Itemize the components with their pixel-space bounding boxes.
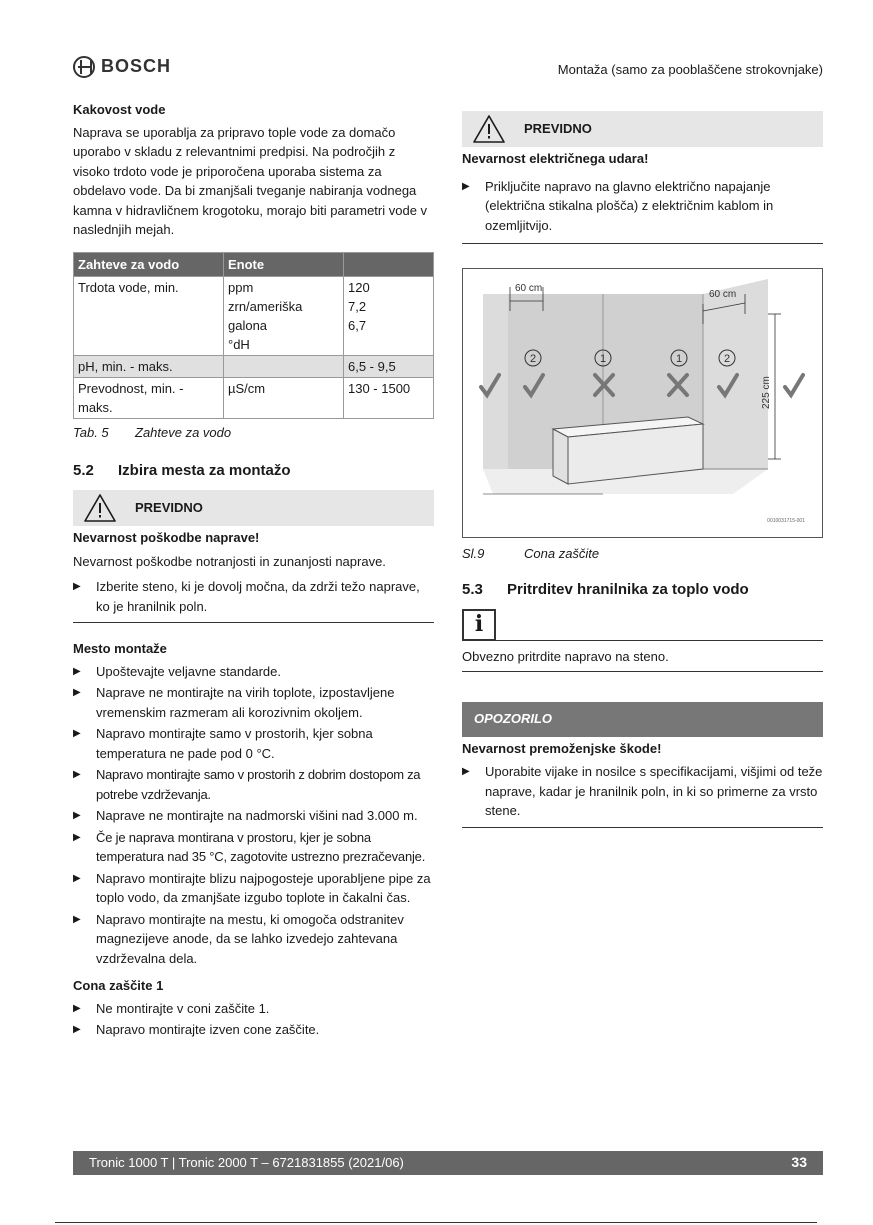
bullet-arrow-icon: ▶ bbox=[73, 913, 81, 925]
table-cell: 6,5 - 9,5 bbox=[344, 356, 434, 378]
page-number: 33 bbox=[791, 1154, 807, 1171]
notice-box bbox=[462, 702, 823, 737]
table-header-cell: Enote bbox=[224, 252, 344, 277]
mounting-place-heading: Mesto montaže bbox=[73, 641, 167, 656]
table-header-row bbox=[74, 252, 434, 277]
zone-2-label-right: 2 bbox=[723, 353, 731, 365]
water-quality-text: Naprava se uporablja za pripravo tople vode za domačo uporabo v skladu z relevantnimi predpisi. Na področjih z visoko trdoto vode je priporočena uporaba sistema za obdelavo vode. Da bi zmanjšali tveganje nabiranja vodnega kamna v hidravličnem krogotoku, morajo biti parametri vode v naslednjih mejah. bbox=[73, 124, 428, 237]
allowed-check-icon bbox=[785, 375, 803, 395]
section-title: Pritrditev hranilnika za toplo vodo bbox=[507, 580, 749, 598]
mounting-place-list bbox=[73, 662, 434, 969]
list-item-text: Napravo montirajte blizu najpogosteje uporabljene pipe za toplo vodo, da zmanjšate izgubo toplote in čakalni čas. bbox=[96, 870, 431, 905]
section-number: 5.3 bbox=[462, 580, 483, 598]
list-item-text: Uporabite vijake in nosilce s specifikacijami, višjimi od teže naprave, kadar je hranilnik poln, in ki so primerne za vrsto stene. bbox=[485, 764, 823, 818]
list-item bbox=[73, 806, 434, 826]
table-caption-number: Tab. 5 bbox=[73, 425, 109, 440]
dim-right-label: 60 cm bbox=[709, 289, 737, 300]
table-header-cell: Zahteve za vodo bbox=[74, 252, 224, 277]
table-cell: Trdota vode, min. bbox=[74, 277, 224, 356]
dim-left-label: 60 cm bbox=[515, 283, 543, 294]
zone-1-label-right: 1 bbox=[675, 353, 683, 365]
list-item-text: Napravo montirajte na mestu, ki omogoča odstranitev magnezijeve anode, da se lahko izvedejo zahtevana vzdrževalna dela. bbox=[96, 911, 404, 966]
notice-subtitle: Nevarnost premoženjske škode! bbox=[462, 740, 662, 756]
figure-caption bbox=[462, 544, 823, 564]
bullet-arrow-icon: ▶ bbox=[73, 728, 81, 739]
caution-box bbox=[73, 490, 434, 526]
list-item-text: Napravo montirajte samo v prostorih, kjer sobna temperatura ne pade pod 0 °C. bbox=[96, 726, 373, 761]
water-quality-heading: Kakovost vode bbox=[73, 102, 166, 117]
table-header-cell bbox=[344, 252, 434, 277]
bosch-armature-icon bbox=[73, 56, 95, 78]
bullet-arrow-icon: ▶ bbox=[73, 665, 81, 677]
list-item-text: Če je naprava montirana v prostoru, kjer je sobna temperatura nad 35 °C, zagotovite ustrezno prezračevanje. bbox=[96, 829, 426, 864]
protection-zone-heading: Cona zaščite 1 bbox=[73, 978, 164, 993]
warning-triangle-icon bbox=[472, 114, 506, 144]
figure-caption-text: Cona zaščite bbox=[524, 546, 600, 561]
electric-caution-subtitle: Nevarnost električnega udara! bbox=[462, 151, 649, 166]
caution-subtitle: Nevarnost poškodbe naprave! bbox=[73, 530, 260, 545]
list-item bbox=[73, 869, 434, 908]
warning-triangle-icon bbox=[83, 493, 117, 523]
figure-caption-number: Sl.9 bbox=[462, 546, 485, 561]
info-icon: i bbox=[462, 609, 496, 641]
left-column bbox=[73, 100, 434, 1042]
bullet-arrow-icon: ▶ bbox=[73, 1024, 81, 1035]
bullet-arrow-icon: ▶ bbox=[73, 810, 81, 821]
section-heading-5-3 bbox=[462, 580, 823, 600]
page-header bbox=[73, 56, 823, 82]
list-item bbox=[73, 683, 434, 722]
list-item bbox=[462, 762, 823, 821]
table-cell: 130 - 1500 bbox=[344, 378, 434, 419]
info-box bbox=[462, 609, 823, 641]
footer-text: Tronic 1000 T | Tronic 2000 T – 6721831855 (2021/06) bbox=[89, 1155, 404, 1171]
bullet-arrow-icon: ▶ bbox=[73, 581, 81, 592]
info-text: Obvezno pritrdite napravo na steno. bbox=[462, 641, 823, 672]
bullet-arrow-icon: ▶ bbox=[73, 769, 81, 780]
water-requirements-table bbox=[73, 252, 434, 420]
bullet-arrow-icon: ▶ bbox=[73, 872, 81, 884]
table-cell: ppm zrn/ameriška galona °dH bbox=[224, 277, 344, 356]
list-item bbox=[73, 724, 434, 763]
list-item bbox=[73, 577, 434, 616]
bathtub-side bbox=[553, 429, 568, 484]
bullet-arrow-icon: ▶ bbox=[73, 1002, 81, 1014]
protection-zone-list bbox=[73, 999, 434, 1040]
bullet-arrow-icon: ▶ bbox=[462, 766, 470, 777]
section-number: 5.2 bbox=[73, 461, 94, 479]
notice-list bbox=[462, 762, 823, 828]
header-title: Montaža (samo za pooblaščene strokovnjake) bbox=[557, 62, 823, 77]
list-item-text: Naprave ne montirajte na nadmorski višini nad 3.000 m. bbox=[96, 808, 418, 823]
list-item-text: Napravo montirajte samo v prostorih z dobrim dostopom za potrebe vzdrževanja. bbox=[96, 767, 421, 802]
list-item bbox=[73, 828, 434, 867]
brand-name: BOSCH bbox=[101, 56, 172, 77]
section-title: Izbira mesta za montažo bbox=[118, 461, 291, 479]
table-caption-text: Zahteve za vodo bbox=[135, 425, 232, 440]
section-heading-5-2 bbox=[73, 461, 434, 481]
page-footer bbox=[73, 1151, 823, 1175]
list-item bbox=[73, 1020, 434, 1040]
notice-label: OPOZORILO bbox=[474, 711, 552, 727]
list-item bbox=[462, 177, 823, 236]
table-row bbox=[74, 356, 434, 378]
electric-caution-box bbox=[462, 111, 823, 147]
electric-caution-list bbox=[462, 173, 823, 245]
list-item-text: Upoštevajte veljavne standarde. bbox=[96, 663, 282, 679]
table-cell: Prevodnost, min. - maks. bbox=[74, 378, 224, 419]
table-cell: µS/cm bbox=[224, 378, 344, 419]
list-item-text: Priključite napravo na glavno električno napajanje (električna stikalna plošča) z električnim kablom in ozemljitvijo. bbox=[485, 178, 774, 233]
table-row bbox=[74, 378, 434, 419]
list-item bbox=[73, 910, 434, 969]
figure-code: 0010031715-001 bbox=[767, 518, 805, 524]
list-item-text: Napravo montirajte izven cone zaščite. bbox=[96, 1022, 320, 1037]
list-item bbox=[73, 765, 434, 804]
table-caption bbox=[73, 423, 434, 443]
list-item bbox=[73, 999, 434, 1019]
protection-zone-figure bbox=[462, 268, 823, 538]
caution-text: Nevarnost poškodbe notranjosti in zunanjosti naprave. bbox=[73, 553, 386, 569]
caution-list bbox=[73, 577, 434, 623]
bathroom-zones-illustration bbox=[463, 269, 822, 537]
table-cell: 120 7,2 6,7 bbox=[344, 277, 434, 356]
bullet-arrow-icon: ▶ bbox=[73, 687, 81, 698]
table-cell: pH, min. - maks. bbox=[74, 356, 224, 378]
dim-height-label: 225 cm bbox=[761, 376, 772, 409]
list-item-text: Ne montirajte v coni zaščite 1. bbox=[96, 1000, 270, 1016]
list-item bbox=[73, 662, 434, 682]
zone-1-label: 1 bbox=[599, 353, 607, 365]
table-row bbox=[74, 277, 434, 356]
caution-label: PREVIDNO bbox=[135, 500, 203, 516]
list-item-text: Naprave ne montirajte na virih toplote, izpostavljene vremenskim razmeram ali korozivnim okoljem. bbox=[96, 685, 395, 720]
bullet-arrow-icon: ▶ bbox=[73, 831, 81, 843]
list-item-text: Izberite steno, ki je dovolj močna, da zdrži težo naprave, ko je hranilnik poln. bbox=[96, 579, 420, 614]
table-cell bbox=[224, 356, 344, 378]
bullet-arrow-icon: ▶ bbox=[462, 180, 470, 192]
electric-caution-label: PREVIDNO bbox=[524, 121, 592, 137]
right-column bbox=[462, 111, 823, 828]
zone-2-label: 2 bbox=[529, 353, 537, 365]
bosch-logo bbox=[73, 56, 171, 78]
